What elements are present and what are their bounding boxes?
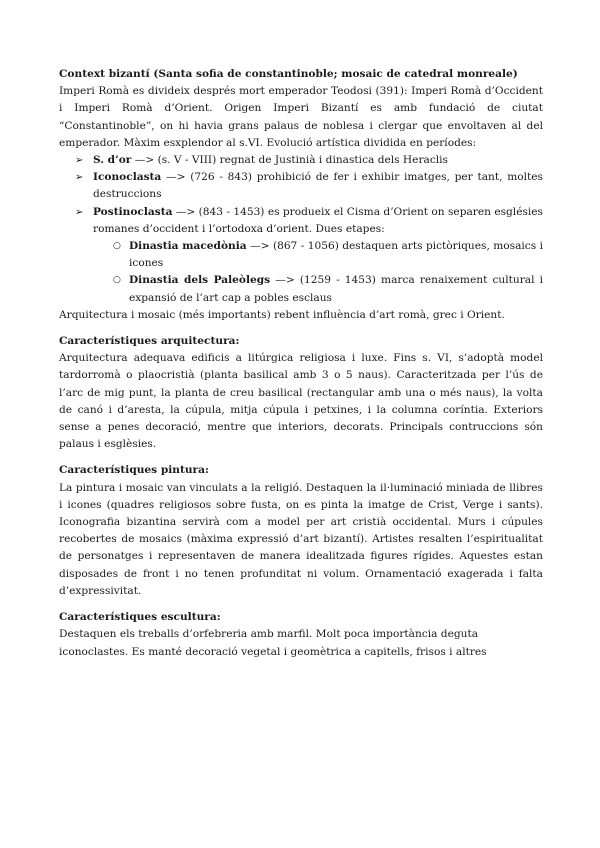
period-name: Postinoclasta	[93, 205, 173, 218]
stages-list	[75, 238, 543, 307]
document-content	[59, 66, 543, 661]
stage-item	[113, 272, 543, 306]
arrow-bullet-icon: ➢	[75, 155, 84, 167]
context-heading: Context bizantí (Santa sofia de constantinoble; mosaic de catedral monreale)	[59, 68, 518, 80]
period-text: —> (s. V - VIII) regnat de Justinià i dinastica dels Heraclis	[131, 154, 448, 167]
arrow-bullet-icon: ➢	[75, 206, 84, 218]
painting-body: La pintura i mosaic van vinculats a la religió. Destaquen la il·luminació miniada de llibres i icones (quadres religiosos sobre fusta, on es pinta la imatge de Crist, Verge i sants). Iconografia bizantina servirà com a model per art cristià occidental. Murs i cúpules recobertes de mosaics (màxima expressió d’art bizantí). Artistes resalten l’espiritualitat de personatges i representaven de manera idealitzada figures rígides. Aquestes estan disposades de front i no tenen profunditat ni volum. Ornamentació exagerada i falta d’expressivitat.	[59, 481, 543, 597]
sculpture-body: Destaquen els treballs d’orfebreria amb marfil. Molt poca importància deguta iconoclastes. Es manté decoració vegetal i geomètrica a capitells, frisos i altres	[59, 628, 487, 658]
context-closing: Arquitectura i mosaic (més importants) rebent influència d’art romà, grec i Orient.	[59, 308, 505, 321]
stage-text: —> (867 - 1056) destaquen arts pictòriques, mosaics i icones	[129, 240, 543, 270]
painting-heading: Característiques pintura:	[59, 464, 209, 477]
sculpture-heading: Característiques escultura:	[59, 611, 221, 624]
period-text: —> (726 - 843) prohibició de fer i exhibir imatges, per tant, moltes destruccions	[93, 171, 543, 201]
architecture-body: Arquitectura adequava edificis a litúrgica religiosa i luxe. Fins s. VI, s’adoptà model tardorromà o plaocristià (planta basilical amb 3 o 5 naus). Caracteritzada per l’ús de l’arc de mig punt, la planta de creu basilical (rectangular amb una o més naus), la volta de canó i d’aresta, la cúpula, mitja cúpula i petxines, i la columna coríntia. Exteriors sense a penes decoració, mentre que interiors, decorats. Principals contruccions són palaus i esglèsies.	[59, 352, 543, 451]
periods-list	[59, 152, 543, 307]
context-intro: Imperi Romà es divideix després mort emperador Teodosi (391): Imperi Romà d’Occident i Imperi Romà d’Orient. Origen Imperi Bizantí es amb fundació de ciutat “Constantinoble”, on hi havia grans palaus de noblesa i clergar que envoltaven al del emperador. Màxim esxplendor al s.VI. Evolució artística dividida en períodes:	[59, 85, 543, 149]
period-item	[75, 204, 543, 307]
stage-item	[113, 238, 543, 272]
period-text: —> (843 - 1453) es produeix el Cisma d’Orient on separen esglésies romanes d’occident i l’ortodoxa d’orient. Dues etapes:	[93, 205, 543, 235]
stage-name: Dinastia macedònia	[129, 240, 247, 253]
period-name: S. d’or	[93, 154, 132, 167]
circle-bullet-icon: ○	[113, 241, 121, 252]
period-item	[75, 152, 543, 169]
stage-text: —> (1259 - 1453) marca renaixement cultural i expansió de l’art cap a pobles esclaus	[129, 274, 543, 304]
stage-name: Dinastia dels Paleòlegs	[129, 274, 271, 287]
arrow-bullet-icon: ➢	[75, 172, 84, 184]
period-item	[75, 169, 543, 203]
period-name: Iconoclasta	[93, 171, 162, 184]
architecture-heading: Característiques arquitectura:	[59, 335, 240, 348]
circle-bullet-icon: ○	[113, 275, 121, 286]
